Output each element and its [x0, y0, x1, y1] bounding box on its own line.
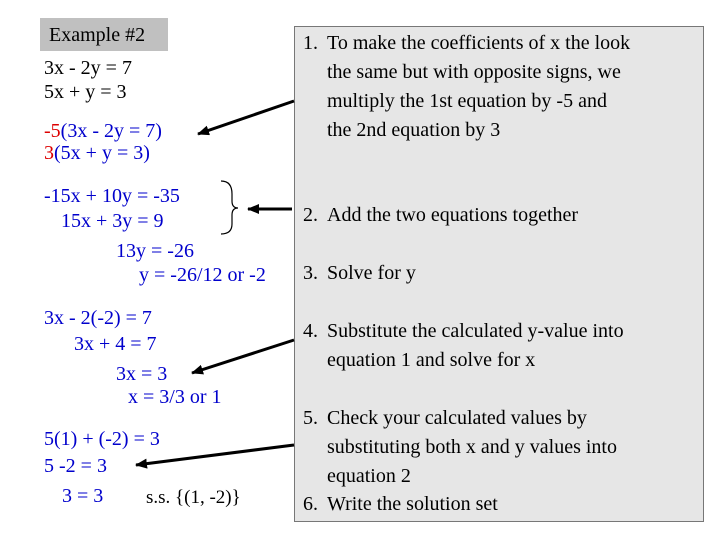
step-4-line-2: equation 1 and solve for x	[327, 349, 536, 371]
step-1-line-4: the 2nd equation by 3	[327, 119, 501, 141]
step-6-number: 6.	[303, 493, 318, 515]
add-line1: -15x + 10y = -35	[44, 185, 180, 207]
step-5-line-3: equation 2	[327, 465, 411, 487]
step-3-line-1: Solve for y	[327, 262, 416, 284]
arrow-step-4	[192, 340, 294, 373]
multiply-eq-2: (5x + y = 3)	[54, 142, 150, 164]
substitute-line4: x = 3/3 or 1	[128, 386, 222, 408]
step-5-number: 5.	[303, 407, 318, 429]
step-5-line-2: substituting both x and y values into	[327, 436, 617, 458]
add-sum: 13y = -26	[116, 240, 194, 262]
step-6-line-1: Write the solution set	[327, 493, 498, 515]
arrow-step-5	[136, 445, 294, 465]
multiply-factor-2: 3	[44, 142, 54, 164]
system-eq1: 3x - 2y = 7	[44, 57, 132, 79]
step-1-number: 1.	[303, 32, 318, 54]
substitute-line1: 3x - 2(-2) = 7	[44, 307, 152, 329]
step-2-number: 2.	[303, 204, 318, 226]
step-3-number: 3.	[303, 262, 318, 284]
solve-y: y = -26/12 or -2	[139, 264, 266, 286]
arrow-step-1	[198, 101, 294, 134]
check-line3: 3 = 3	[62, 485, 104, 507]
step-2-line-1: Add the two equations together	[327, 204, 579, 226]
add-line2: 15x + 3y = 9	[61, 210, 164, 232]
step-1-line-3: multiply the 1st equation by -5 and	[327, 90, 607, 112]
example-title: Example #2	[49, 24, 146, 46]
step-4-number: 4.	[303, 320, 318, 342]
multiply-factor-1: -5	[44, 120, 61, 142]
step-4-line-1: Substitute the calculated y-value into	[327, 320, 624, 342]
add-bracket	[221, 181, 238, 234]
step-5-line-1: Check your calculated values by	[327, 407, 587, 429]
solution-set: s.s. {(1, -2)}	[146, 487, 241, 508]
step-1-line-1: To make the coefficients of x the look	[327, 32, 631, 54]
check-line2: 5 -2 = 3	[44, 455, 107, 477]
substitute-line2: 3x + 4 = 7	[74, 333, 157, 355]
step-1-line-2: the same but with opposite signs, we	[327, 61, 621, 83]
multiply-eq-1: (3x - 2y = 7)	[60, 120, 162, 142]
substitute-line3: 3x = 3	[116, 363, 168, 385]
system-eq2: 5x + y = 3	[44, 81, 127, 103]
check-line1: 5(1) + (-2) = 3	[44, 428, 160, 450]
